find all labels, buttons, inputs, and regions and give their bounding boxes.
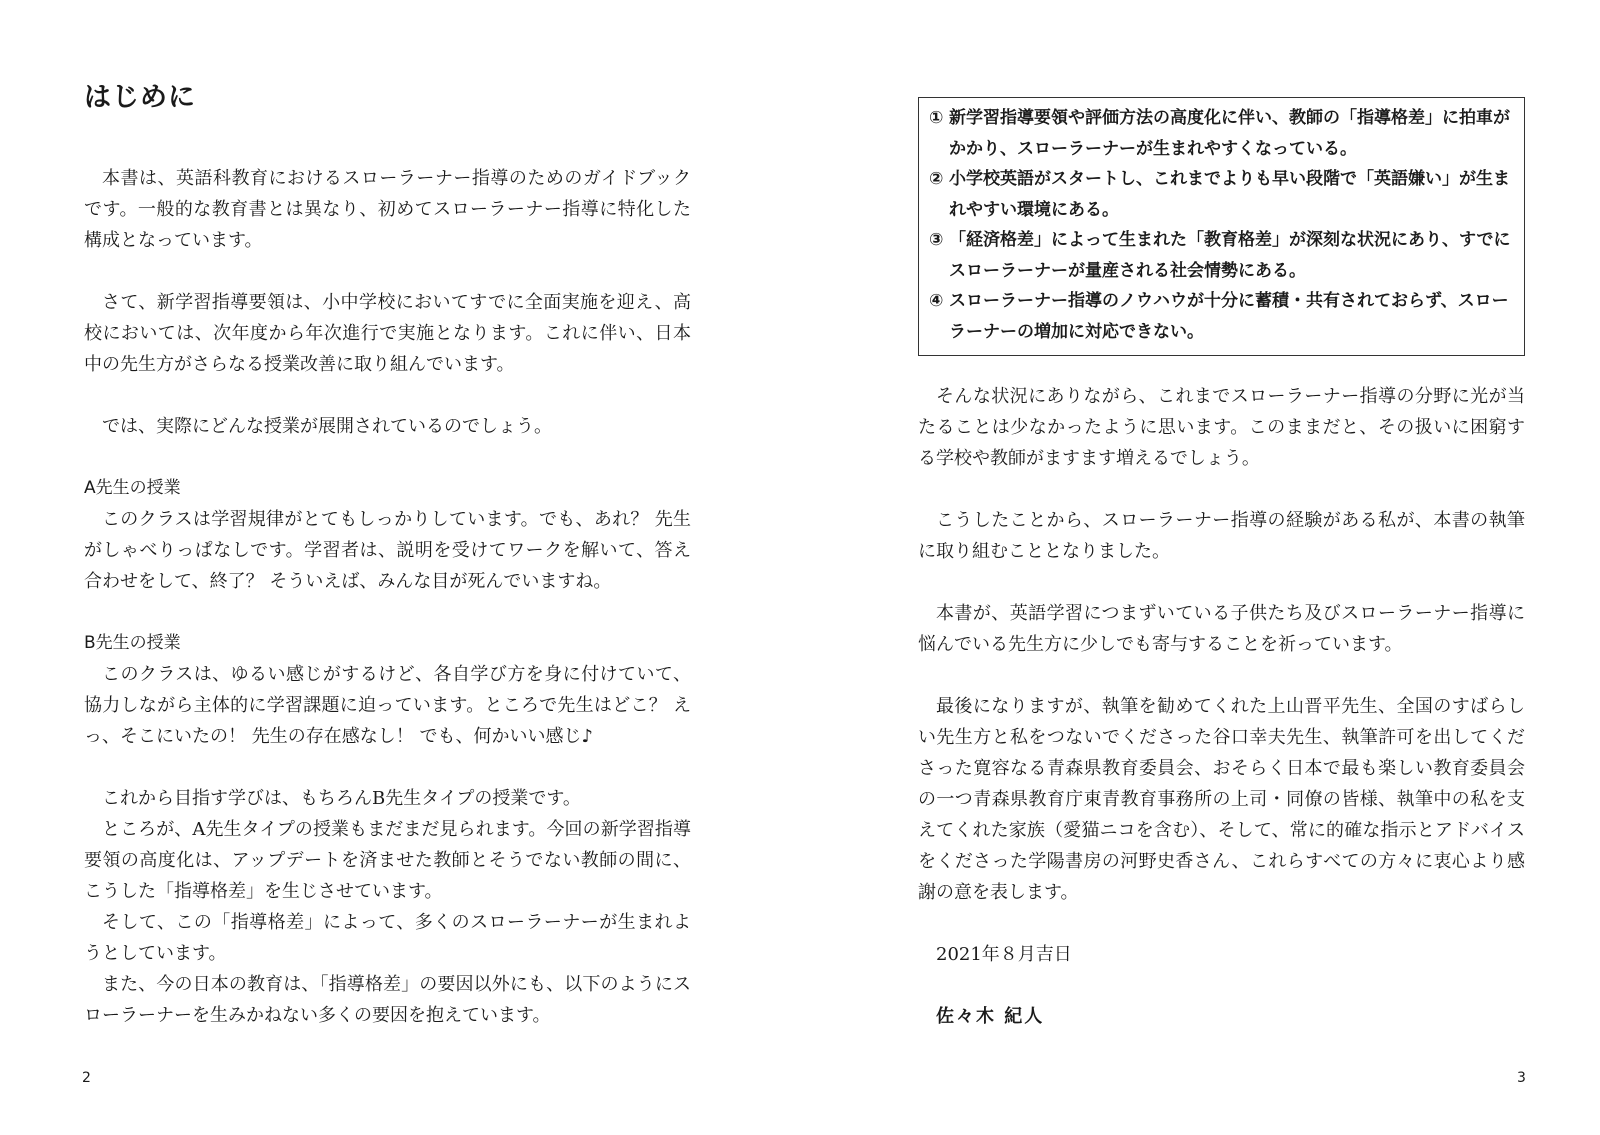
right-paragraph-4: 最後になりますが、執筆を勧めてくれた上山晋平先生、全国のすばらしい先生方と私をつないでくださった谷口幸夫先生、執筆許可を出してくださった寛容なる青森県教育委員会、おそらく日本で最も楽しい教育委員会の一つ青森県教育庁東青教育事務所の上司・同僚の皆様、執筆中の私を支えてくれた家族（愛猫ニコを含む）、そして、常に的確な指示とアドバイスをくださった学陽書房の河野史香さん、これらすべての方々に衷心より感謝の意を表します。: [918, 696, 1525, 903]
right-paragraph-1: そんな状況にありながら、これまでスローラーナー指導の分野に光が当たることは少なかったように思います。このままだと、その扱いに困窮する学校や教師がますます増えるでしょう。: [918, 386, 1525, 469]
intro-paragraph-3: では、実際にどんな授業が展開されているのでしょう。: [102, 416, 552, 437]
factors-box: [918, 97, 1525, 356]
factor-text: スローラーナー指導のノウハウが十分に蓄積・共有されておらず、スローラーナーの増加に対応できない。: [949, 291, 1509, 342]
factor-text: 小学校英語がスタートし、これまでよりも早い段階で「英語嫌い」が生まれやすい環境にある。: [949, 169, 1510, 220]
right-paragraph-2: こうしたことから、スローラーナー指導の経験がある私が、本書の執筆に取り組むこととなりました。: [918, 510, 1525, 562]
left-text-column: [84, 163, 691, 1031]
factor-item-1: [929, 103, 1514, 164]
factor-text: 新学習指導要領や評価方法の高度化に伴い、教師の「指導格差」に拍車がかかり、スローラーナーが生まれやすくなっている。: [949, 108, 1510, 159]
factor-number: ②: [929, 169, 944, 189]
right-page: [800, 0, 1600, 1135]
section-b-text: このクラスは、ゆるい感じがするけど、各自学び方を身に付けていて、協力しながら主体的に学習課題に迫っています。ところで先生はどこ？ えっ、そこにいたの！ 先生の存在感なし！ でも、何かいい感じ♪: [84, 664, 691, 747]
right-paragraph-3: 本書が、英語学習につまずいている子供たち及びスローラーナー指導に悩んでいる先生方に少しでも寄与することを祈っています。: [918, 603, 1525, 655]
section-a-title: A先生の授業: [84, 478, 181, 498]
section-b-title: B先生の授業: [84, 633, 181, 653]
section-a-text: このクラスは学習規律がとてもしっかりしています。でも、あれ？ 先生がしゃべりっぱなしです。学習者は、説明を受けてワークを解いて、答え合わせをして、終了？ そういえば、みんな目が死んでいますね。: [84, 509, 691, 592]
closing-paragraph-2: ところが、A先生タイプの授業もまだまだ見られます。今回の新学習指導要領の高度化は、アップデートを済ませた教師とそうでない教師の間に、こうした「指導格差」を生じさせています。: [84, 819, 691, 902]
page-number-left: 2: [82, 1070, 91, 1086]
factor-number: ①: [929, 108, 944, 128]
factor-item-3: [929, 225, 1514, 286]
factor-text: 「経済格差」によって生まれた「教育格差」が深刻な状況にあり、すでにスローラーナーが量産される社会情勢にある。: [949, 230, 1511, 281]
page-heading: はじめに: [84, 82, 196, 113]
closing-paragraph-4: また、今の日本の教育は、「指導格差」の要因以外にも、以下のようにスローラーナーを生みかねない多くの要因を抱えています。: [84, 974, 691, 1026]
author-name: 佐々木 紀人: [936, 1006, 1045, 1027]
factor-item-2: [929, 164, 1514, 225]
date-line: 2021年８月吉日: [936, 944, 1072, 965]
page-number-right: 3: [1517, 1070, 1526, 1086]
intro-paragraph-2: さて、新学習指導要領は、小中学校においてすでに全面実施を迎え、高校においては、次年度から年次進行で実施となります。これに伴い、日本中の先生方がさらなる授業改善に取り組んでいます。: [84, 292, 691, 375]
intro-paragraph-1: 本書は、英語科教育におけるスローラーナー指導のためのガイドブックです。一般的な教育書とは異なり、初めてスローラーナー指導に特化した構成となっています。: [84, 168, 691, 251]
right-text-column: [918, 381, 1525, 1063]
factor-number: ④: [929, 291, 944, 311]
factor-item-4: [929, 286, 1514, 347]
closing-paragraph-3: そして、この「指導格差」によって、多くのスローラーナーが生まれようとしています。: [84, 912, 691, 964]
factor-number: ③: [929, 230, 944, 250]
closing-paragraph-1: これから目指す学びは、もちろんB先生タイプの授業です。: [102, 788, 581, 809]
